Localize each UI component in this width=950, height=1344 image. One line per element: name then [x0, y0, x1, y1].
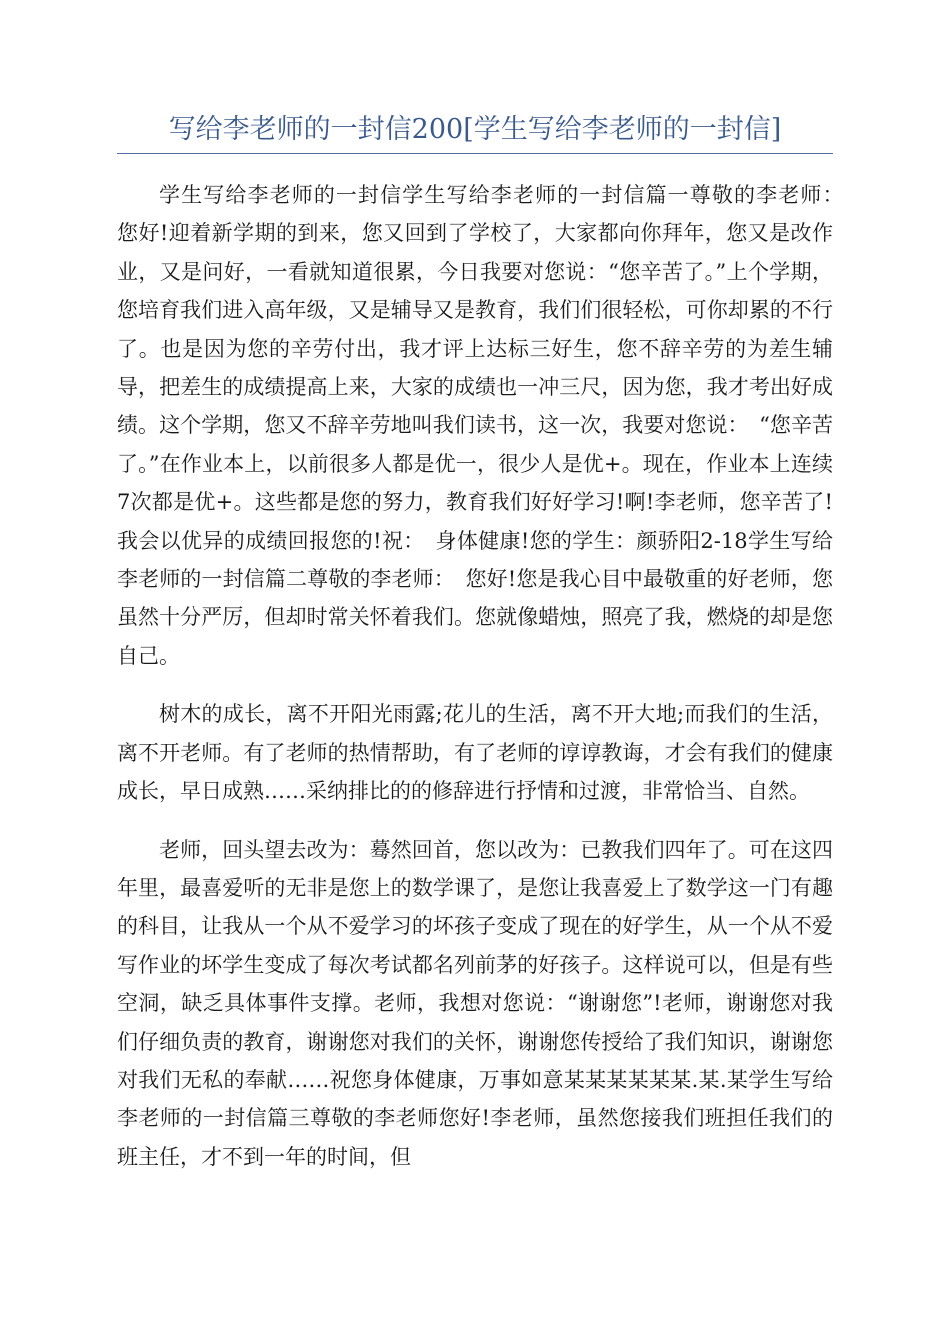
- document-title: 写给李老师的一封信200[学生写给李老师的一封信]: [168, 114, 782, 145]
- document-body: [117, 176, 854, 1196]
- paragraph-3: 老师，回头望去改为：蓦然回首，您以改为：已教我们四年了。可在这四年里，最喜爱听的无非是您上的数学课了，是您让我喜爱上了数学这一门有趣的科目，让我从一个从不爱学习的坏孩子变成了现在的好学生，从一个从不爱写作业的坏学生变成了每次考试都名列前茅的好孩子。这样说可以，但是有些空洞，缺乏具体事件支撑。老师，我想对您说：“谢谢您”!老师，谢谢您对我们仔细负责的教育，谢谢您对我们的关怀，谢谢您传授给了我们知识，谢谢您对我们无私的奉献……祝您身体健康，万事如意某某某某某某.某.某学生写给李老师的一封信篇三尊敬的李老师您好!李老师，虽然您接我们班担任我们的班主任，才不到一年的时间，但: [117, 837, 833, 1169]
- paragraph-2: 树木的成长，离不开阳光雨露;花儿的生活，离不开大地;而我们的生活，离不开老师。有了老师的热情帮助，有了老师的谆谆教诲，才会有我们的健康成长，早日成熟……采纳排比的的修辞进行抒情和过渡，非常恰当、自然。: [117, 702, 833, 804]
- title-underline: [117, 153, 833, 154]
- paragraph-1: 学生写给李老师的一封信学生写给李老师的一封信篇一尊敬的李老师： 您好!迎着新学期的到来，您又回到了学校了，大家都向你拜年，您又是改作业，又是问好，一看就知道很累，今日我要对您说：“您辛苦了。”上个学期，您培育我们进入高年级，又是辅导又是教育，我们们很轻松，可你却累的不行了。也是因为您的辛劳付出，我才评上达标三好生，您不辞辛劳的为差生辅导，把差生的成绩提高上来，大家的成绩也一冲三尺，因为您，我才考出好成绩。这个学期，您又不辞辛劳地叫我们读书，这一次，我要对您说： “您辛苦了。”在作业本上，以前很多人都是优一，很少人是优+。现在，作业本上连续7次都是优+。这些都是您的努力，教育我们好好学习!啊!李老师，您辛苦了!我会以优异的成绩回报您的!祝： 身体健康!您的学生：颜骄阳2-18学生写给李老师的一封信篇二尊敬的李老师： 您好!您是我心目中最敬重的好老师，您虽然十分严厉，但却时常关怀着我们。您就像蜡烛，照亮了我，燃烧的却是您自己。: [117, 183, 854, 668]
